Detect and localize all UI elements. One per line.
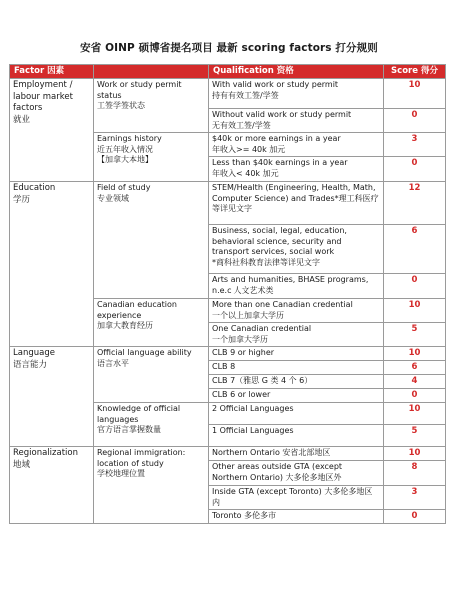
table-header-row: [10, 65, 446, 79]
table-row: [10, 447, 446, 461]
document-title: 安省 OINP 硕博省提名项目 最新 scoring factors 打分规则: [80, 42, 378, 54]
header-factor: Factor 因素: [10, 65, 94, 79]
qualification-text: Less than $40k earnings in a year: [212, 158, 348, 167]
qualification-cell: [209, 486, 384, 510]
qualification-text: Other areas outside GTA (except Northern Ontario) 大多伦多地区外: [212, 462, 343, 482]
score-cell: 10: [384, 347, 446, 361]
factor-cell: [10, 182, 94, 347]
qualification-text-zh: 年收入>= 40k 加元: [212, 144, 286, 154]
subfactor-label: Earnings history: [97, 134, 162, 143]
qualification-text-zh: 一个以上加拿大学历: [212, 310, 284, 320]
score-cell: 5: [384, 323, 446, 347]
score-cell: 0: [384, 157, 446, 182]
qualification-text: Inside GTA (except Toronto) 大多伦多地区内: [212, 487, 373, 507]
subfactor-label-zh: 官方语言掌握数量: [97, 425, 161, 434]
factor-label: Language: [13, 348, 55, 358]
factor-label-zh: 就业: [13, 114, 31, 125]
subfactor-cell: [94, 79, 209, 133]
score-cell: 12: [384, 182, 446, 225]
qualification-text: One Canadian credential: [212, 324, 312, 333]
qualification-cell: [209, 109, 384, 133]
header-subfactor: [94, 65, 209, 79]
factor-label: Regionalization: [13, 448, 78, 458]
score-cell: 6: [384, 361, 446, 375]
qualification-text-zh: 持有有效工签/学签: [212, 90, 279, 100]
score-cell: 10: [384, 447, 446, 461]
subfactor-label: Work or study permit status: [97, 80, 182, 100]
subfactor-cell: [94, 182, 209, 299]
score-cell: 8: [384, 461, 446, 486]
qualification-text: $40k or more earnings in a year: [212, 134, 341, 143]
qualification-cell: [209, 347, 384, 361]
score-cell: 0: [384, 109, 446, 133]
subfactor-cell: [94, 403, 209, 447]
subfactor-label: Official language ability: [97, 348, 192, 357]
qualification-cell: [209, 361, 384, 375]
table-row: [10, 347, 446, 361]
header-score: Score 得分: [384, 65, 446, 79]
subfactor-label: Knowledge of official languages: [97, 404, 181, 424]
score-cell: 0: [384, 510, 446, 524]
subfactor-cell: [94, 133, 209, 182]
qualification-cell: [209, 510, 384, 524]
qualification-text: More than one Canadian credential: [212, 300, 353, 309]
subfactor-label-zh: 专业领域: [97, 193, 129, 203]
subfactor-label: Field of study: [97, 183, 151, 192]
qualification-cell: [209, 225, 384, 274]
subfactor-label-zh: 语言水平: [97, 358, 129, 368]
qualification-text-zh: 一个加拿大学历: [212, 334, 268, 344]
factor-label-zh: 语言能力: [13, 359, 48, 370]
qualification-cell: [209, 461, 384, 486]
score-cell: 5: [384, 425, 446, 447]
subfactor-label-zh: 近五年收入情况: [97, 144, 153, 154]
score-cell: 10: [384, 79, 446, 109]
qualification-cell: [209, 182, 384, 225]
qualification-text: Toronto 多伦多市: [212, 511, 277, 520]
qualification-text: Arts and humanities, BHASE programs, n.e.c: [212, 275, 369, 295]
qualification-text: 2 Official Languages: [212, 404, 294, 413]
score-cell: 0: [384, 389, 446, 403]
qualification-cell: [209, 425, 384, 447]
qualification-text: CLB 6 or lower: [212, 390, 271, 399]
factor-label-zh: 学历: [13, 194, 31, 205]
scoring-table: [9, 64, 446, 524]
qualification-cell: [209, 133, 384, 157]
qualification-text-zh: 人文艺术类: [233, 285, 274, 295]
factor-cell: [10, 79, 94, 182]
qualification-cell: [209, 403, 384, 425]
qualification-text-zh: 无有效工签/学签: [212, 120, 271, 130]
factor-cell: [10, 447, 94, 524]
qualification-text: CLB 9 or higher: [212, 348, 275, 357]
qualification-text: CLB 7（雅思 G 类 4 个 6）: [212, 376, 313, 385]
subfactor-label: Regional immigration: location of study: [97, 448, 186, 468]
subfactor-label-zh-extra: 【加拿大本地】: [97, 155, 153, 164]
qualification-cell: [209, 299, 384, 323]
qualification-text-zh: *商科社科教育法律等详见文字: [212, 257, 320, 267]
qualification-cell: [209, 375, 384, 389]
factor-label: Education: [13, 183, 56, 193]
score-cell: 3: [384, 486, 446, 510]
qualification-cell: [209, 79, 384, 109]
subfactor-label-zh: 工签学签状态: [97, 101, 145, 110]
qualification-text: STEM/Health (Engineering, Health, Math, Computer Science) and Trades: [212, 183, 376, 203]
qualification-text: Without valid work or study permit: [212, 110, 352, 119]
table-row: [10, 182, 446, 225]
score-cell: 10: [384, 403, 446, 425]
qualification-text: CLB 8: [212, 362, 236, 371]
table-row: [10, 79, 446, 109]
subfactor-label: Canadian education experience: [97, 300, 177, 320]
qualification-cell: [209, 389, 384, 403]
qualification-text: Northern Ontario 安省北部地区: [212, 448, 331, 457]
subfactor-label-zh: 学校地理位置: [97, 469, 145, 478]
score-cell: 6: [384, 225, 446, 274]
qualification-cell: [209, 157, 384, 182]
score-cell: 3: [384, 133, 446, 157]
factor-label-zh: 地域: [13, 459, 31, 470]
score-cell: 0: [384, 274, 446, 299]
qualification-text-zh: *理工科医疗等详见文字: [212, 193, 379, 213]
header-qualification: Qualification 资格: [209, 65, 384, 79]
factor-cell: [10, 347, 94, 447]
subfactor-cell: [94, 347, 209, 403]
qualification-text-zh: 年收入< 40k 加元: [212, 168, 279, 178]
qualification-text: Business, social, legal, education, behavioral science, security and transport services, social work: [212, 226, 347, 256]
score-cell: 10: [384, 299, 446, 323]
factor-label: Employment / labour market factors: [13, 80, 73, 113]
subfactor-cell: [94, 447, 209, 524]
qualification-cell: [209, 274, 384, 299]
qualification-cell: [209, 323, 384, 347]
score-cell: 4: [384, 375, 446, 389]
qualification-text: With valid work or study permit: [212, 80, 339, 89]
subfactor-label-zh: 加拿大教育经历: [97, 321, 153, 330]
qualification-text: 1 Official Languages: [212, 426, 294, 435]
subfactor-cell: [94, 299, 209, 347]
qualification-cell: [209, 447, 384, 461]
table-body: [10, 79, 446, 524]
